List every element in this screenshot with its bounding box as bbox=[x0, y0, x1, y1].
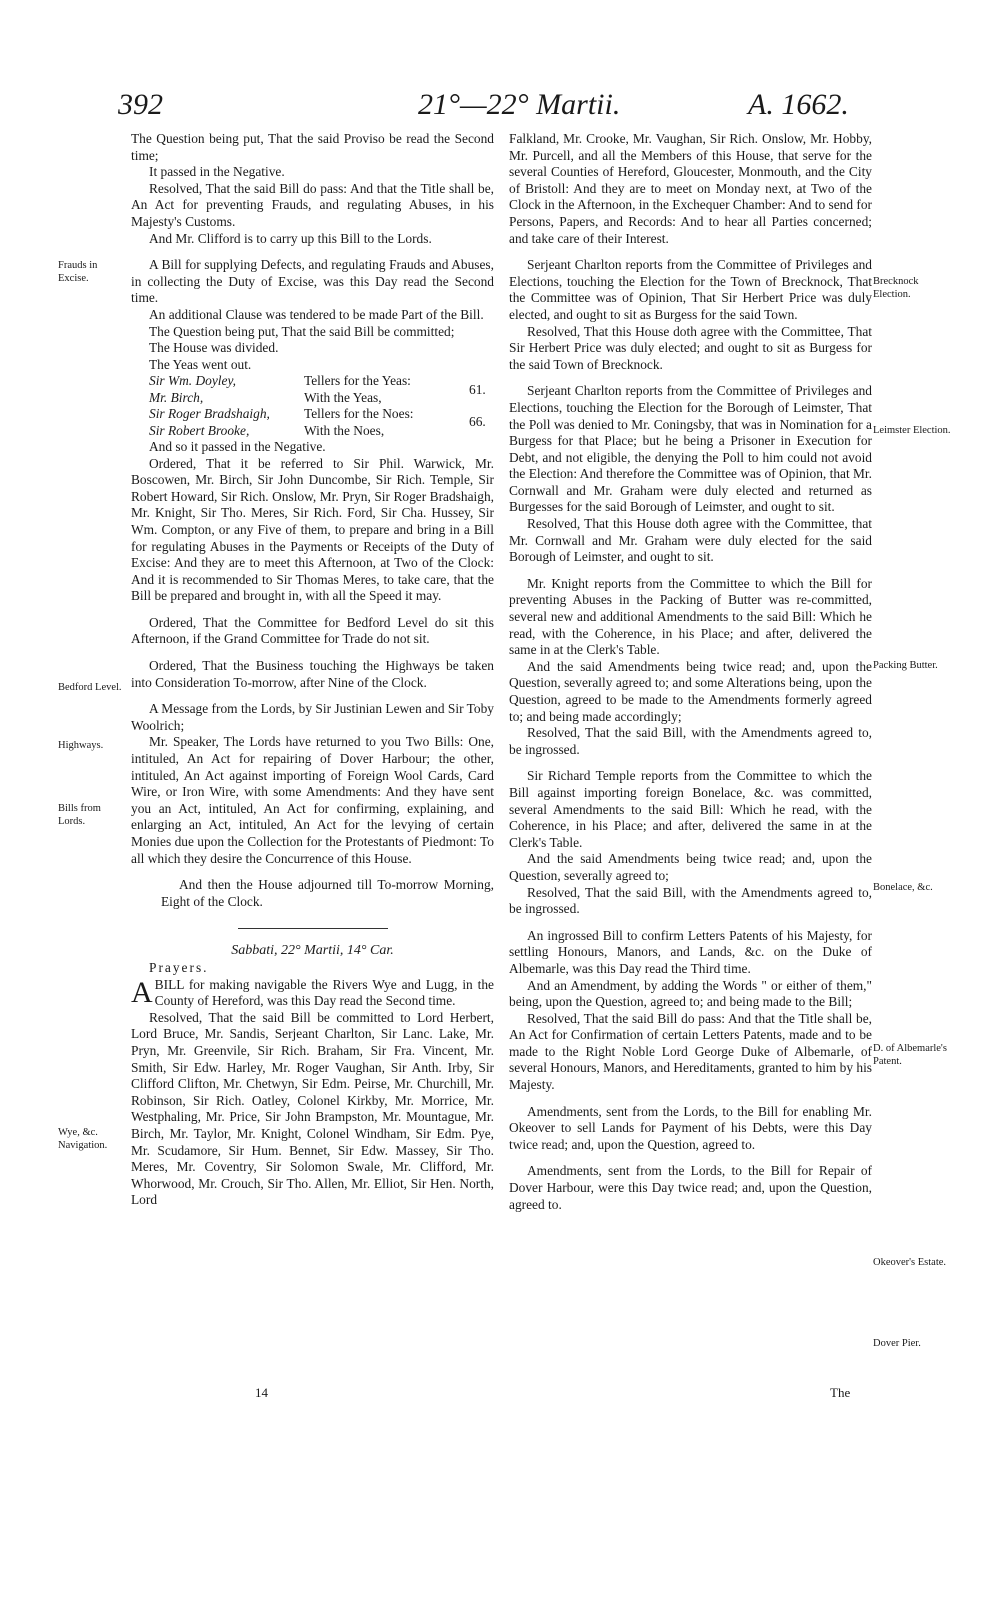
margin-note-packing: Packing Butter. bbox=[873, 660, 938, 671]
margin-note-brecknock: Brecknock Election. bbox=[873, 276, 919, 300]
drop-cap: A bbox=[131, 975, 153, 1009]
teller-role: Tellers for the Noes: bbox=[304, 406, 414, 422]
paragraph: A Message from the Lords, by Sir Justinian Lewen and Sir Toby Woolrich; bbox=[131, 701, 494, 733]
page-number: 392 bbox=[118, 88, 163, 121]
teller-role: With the Yeas, bbox=[304, 389, 382, 405]
paragraph: The House was divided. bbox=[149, 340, 279, 356]
margin-note-bills-lords: Bills from Lords. bbox=[58, 803, 101, 827]
margin-note-highways: Highways. bbox=[58, 740, 104, 751]
paragraph: Resolved, That this House doth agree with the Committee, that Mr. Cornwall and Mr. Graham were duly elected for the said Borough of Leimster, and ought to sit. bbox=[509, 516, 872, 565]
paragraph: Serjeant Charlton reports from the Committee of Privileges and Elections, touching the Election for the Borough of Leimster, That the Poll was denied to Mr. Coningsby, that was in Nomination for a Burgess for that Place; but he being a Prisoner in Execution for Debt, and not eligible, the denying the Poll to him could not avoid the Election: And therefore the Committee was of Opinion, that Mr. Cornwall and Mr. Graham were duly elected and returned as Burgesses for the said Borough of Leimster, and ought to sit. bbox=[509, 383, 872, 515]
noes-count: 66. bbox=[469, 414, 486, 430]
paragraph: An ingrossed Bill to confirm Letters Patents of his Majesty, for settling Honours, Manors, and Lands, &c. on the Duke of Albemarle, was this Day read the Third time. bbox=[509, 927, 872, 976]
margin-note-bedford: Bedford Level. bbox=[58, 682, 122, 693]
margin-note-albemarle: D. of Albemarle's Patent. bbox=[873, 1043, 947, 1067]
adjournment: And then the House adjourned till To-morrow Morning, Eight of the Clock. bbox=[161, 877, 494, 909]
paragraph: Resolved, That the said Bill do pass: And that the Title shall be, An Act for preventing Frauds, and regulating Abuses, in his Majesty's Customs. bbox=[131, 180, 494, 229]
paragraph-text: BILL for making navigable the Rivers Wye and Lugg, in the County of Hereford, was this Day read the Second time. bbox=[154, 976, 494, 1009]
section-divider bbox=[238, 928, 388, 929]
paragraph: And the said Amendments being twice read; and, upon the Question, severally agreed to; and some Alterations being, upon the Question, agreed to be made to the Amendments formerly agreed to; and being made accordingly; bbox=[509, 658, 872, 724]
paragraph: The Question being put, That the said Proviso be read the Second time; bbox=[131, 131, 494, 163]
left-column bbox=[131, 131, 494, 1209]
margin-note-dover: Dover Pier. bbox=[873, 1338, 921, 1349]
margin-note-okeover: Okeover's Estate. bbox=[873, 1257, 947, 1268]
teller-name: Sir Robert Brooke, bbox=[149, 422, 250, 438]
paragraph: Sir Richard Temple reports from the Committee to which the Bill against importing foreign Bonelace, &c. was committed, several Amendments to the said Bill: Which he read, with the Coherence, in his Place; and after, delivered the same in at the Clerk's Table. bbox=[509, 768, 872, 850]
teller-name: Sir Wm. Doyley, bbox=[149, 373, 237, 389]
teller-name: Mr. Birch, bbox=[149, 389, 204, 405]
margin-note-wye: Wye, &c. Navigation. bbox=[58, 1127, 108, 1151]
paragraph: Resolved, That the said Bill do pass: And that the Title shall be, An Act for Confirmation of certain Letters Patents, made and to be made to the Right Noble Lord George Duke of Albemarle, of several Honours, Manors, and Hereditaments, granted to him by his Majesty. bbox=[509, 1010, 872, 1093]
paragraph: Resolved, That this House doth agree with the Committee, That Sir Herbert Price was duly elected; and ought to sit as Burgess for the said Town of Brecknock. bbox=[509, 323, 872, 372]
paragraph: Ordered, That the Business touching the Highways be taken into Consideration To-morrow, after Nine of the Clock. bbox=[131, 658, 494, 690]
paragraph: Amendments, sent from the Lords, to the Bill for enabling Mr. Okeover to sell Lands for Payment of his Debts, were this Day twice read; and, upon the Question, agreed to. bbox=[509, 1103, 872, 1152]
running-title: 21°—22° Martii. bbox=[418, 88, 621, 121]
tellers-table bbox=[131, 373, 494, 439]
margin-note-bonelace: Bonelace, &c. bbox=[873, 882, 933, 893]
prayers-heading: Prayers. bbox=[149, 959, 209, 975]
paragraph bbox=[131, 977, 494, 1010]
day-heading: Sabbati, 22° Martii, 14° Car. bbox=[231, 943, 394, 959]
running-year: A. 1662. bbox=[748, 88, 849, 121]
paragraph: And the said Amendments being twice read; and, upon the Question, severally agreed to; bbox=[509, 851, 872, 883]
paragraph: An additional Clause was tendered to be made Part of the Bill. bbox=[149, 306, 484, 322]
paragraph: Resolved, That the said Bill, with the Amendments agreed to, be ingrossed. bbox=[509, 725, 872, 757]
paragraph: And so it passed in the Negative. bbox=[149, 438, 326, 454]
teller-role: Tellers for the Yeas: bbox=[304, 373, 411, 389]
paragraph: Ordered, That the Committee for Bedford Level do sit this Afternoon, if the Grand Committee for Trade do not sit. bbox=[131, 614, 494, 647]
paragraph: It passed in the Negative. bbox=[149, 164, 285, 180]
teller-role: With the Noes, bbox=[304, 422, 385, 438]
paragraph: Resolved, That the said Bill be committed to Lord Herbert, Lord Bruce, Mr. Sandis, Serjeant Charlton, Sir Lanc. Lake, Mr. Pryn, Mr. Greenvile, Sir Rich. Braham, Sir Fra. Vincent, Mr. Smith, Sir Edw. Harley, Mr. Roger Vaughan, Sir Anth. Irby, Sir Clifford Clifton, Mr. Chetwyn, Sir Edm. Peirse, Mr. Churchill, Mr. Robinson, Sir Rich. Oatley, Colonel Kirkby, Mr. Morrice, Mr. Westphaling, Mr. Price, Sir John Brampston, Mr. Mountague, Mr. Birch, Mr. Taylor, Mr. Knight, Colonel Windham, Sir Edm. Pye, Mr. Scudamore, Sir Hum. Bennet, Sir Edw. Massey, Sir Tho. Meres, Mr. Coventry, Sir Solomon Swale, Mr. Clifford, Mr. Whorwood, Mr. Crouch, Sir Tho. Allen, Mr. Elliot, Sir Hen. North, Lord bbox=[131, 1009, 494, 1208]
paragraph: Mr. Speaker, The Lords have returned to you Two Bills: One, intituled, An Act for repairing of Dover Harbour; the other, intituled, An Act against importing of Foreign Wool Cards, Card Wire, or Iron Wire, with some Amendments: And they have sent you an Act, intituled, An Act for confirming, explaining, and enlarging an Act, intituled, An Act for the levying of certain Monies due upon the Collection for the Protestants of Piedmont: To all which they desire the Concurrence of this House. bbox=[131, 734, 494, 866]
paragraph: Falkland, Mr. Crooke, Mr. Vaughan, Sir Rich. Onslow, Mr. Hobby, Mr. Purcell, and all the Members of this House, that serve for the several Counties of Hereford, Gloucester, Monmouth, and the City of Bristoll: And they are to meet on Monday next, at Two of the Clock in the Afternoon, in the Exchequer Chamber: And to send for Persons, Papers, and Records: And to hear all Parties concerned; and take care of their Interest. bbox=[509, 131, 872, 246]
margin-note-frauds-excise: Frauds in Excise. bbox=[58, 260, 98, 284]
paragraph: A Bill for supplying Defects, and regulating Frauds and Abuses, in collecting the Duty of Excise, was this Day read the Second time. bbox=[131, 257, 494, 306]
right-column bbox=[509, 131, 872, 1213]
paragraph: Amendments, sent from the Lords, to the Bill for Repair of Dover Harbour, were this Day twice read; and, upon the Question, agreed to. bbox=[509, 1163, 872, 1212]
yeas-count: 61. bbox=[469, 381, 486, 397]
teller-name: Sir Roger Bradshaigh, bbox=[149, 406, 270, 422]
paragraph: Mr. Knight reports from the Committee to which the Bill for preventing Abuses in the Packing of Butter was re-committed, several new and additional Amendments to the said Bill: Which he read, with the Coherence, in his Place; and after, delivered the same in at the Clerk's Table. bbox=[509, 575, 872, 658]
paragraph: And Mr. Clifford is to carry up this Bill to the Lords. bbox=[149, 230, 432, 246]
paragraph: And an Amendment, by adding the Words " or either of them," being, upon the Question, agreed to; and being made to the Bill; bbox=[509, 977, 872, 1010]
page-header bbox=[118, 88, 898, 128]
paragraph: Resolved, That the said Bill, with the Amendments agreed to, be ingrossed. bbox=[509, 884, 872, 917]
paragraph: Ordered, That it be referred to Sir Phil. Warwick, Mr. Boscowen, Mr. Birch, Sir John Duncombe, Sir Rich. Temple, Sir Robert Howard, Sir Rich. Onslow, Mr. Pryn, Sir Roger Bradshaigh, Mr. Knight, Sir Tho. Meres, Sir Rich. Ford, Sir Cha. Hussey, Sir Wm. Compton, or any Five of them, to prepare and bring in a Bill for regulating Abuses in the Payments or Receipts of the Duty of Excise: And they are to meet this Afternoon, at Two of the Clock: And it is recommended to Sir Thomas Meres, to take care, that the Bill be prepared and brought in, with all the Speed it may. bbox=[131, 455, 494, 604]
paragraph: The Question being put, That the said Bill be committed; bbox=[149, 323, 455, 339]
signature-mark: 14 bbox=[255, 1385, 268, 1400]
catchword: The bbox=[830, 1385, 851, 1400]
paragraph: Serjeant Charlton reports from the Committee of Privileges and Elections, touching the Election for the Town of Brecknock, That the Committee was of Opinion, That Sir Herbert Price was duly elected, and ought to sit as Burgess for the said Town. bbox=[509, 257, 872, 322]
margin-note-leimster: Leimster Election. bbox=[873, 425, 951, 436]
paragraph: The Yeas went out. bbox=[149, 356, 252, 372]
